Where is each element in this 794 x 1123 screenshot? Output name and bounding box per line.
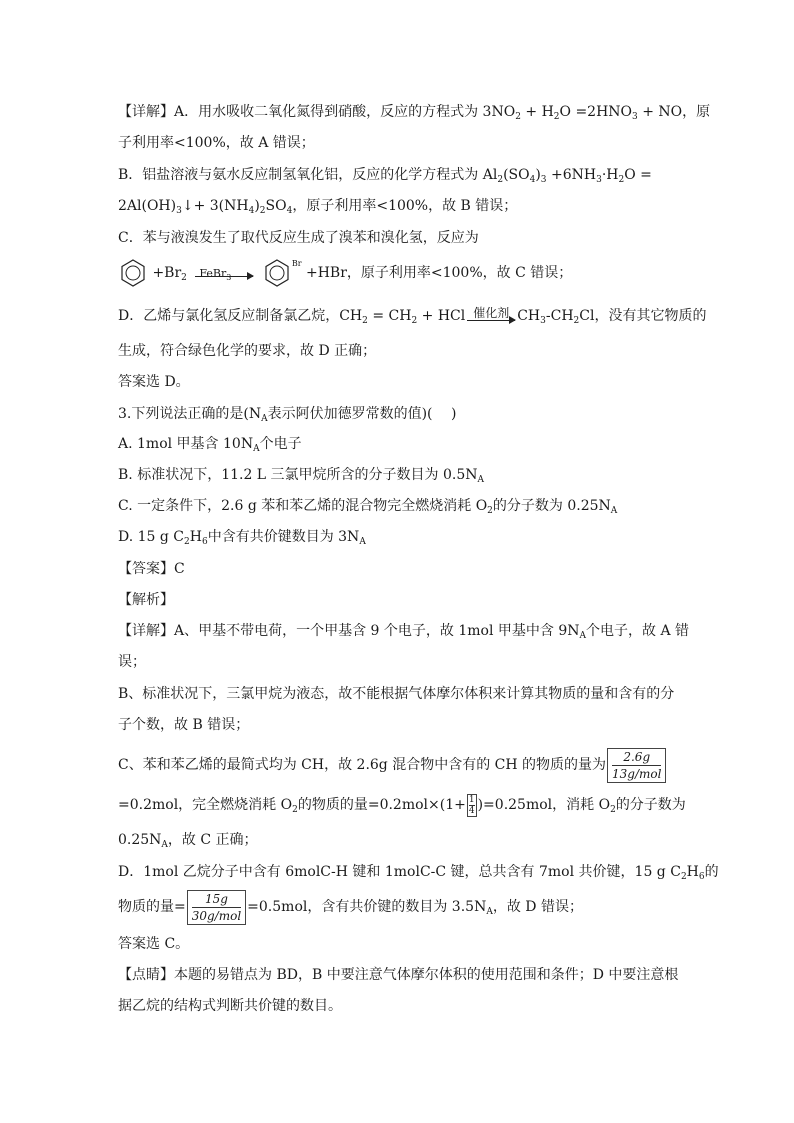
detail-d-line2: 生成，符合绿色化学的要求，故 D 正确；: [118, 343, 377, 359]
detail-b-line1: B．铝盐溶液与氨水反应制氢氧化铝，反应的化学方程式为 $Al_2(SO_4)_3 +6NH_3\cdot H_2O$ =: [118, 167, 652, 185]
catalyst-arrow: 催化剂: [467, 305, 515, 327]
analysis-label: 【解析】: [118, 592, 174, 608]
bromobenzene-ring-icon: [262, 258, 292, 288]
reaction-tail: +HBr，原子利用率<100%，故 C 错误；: [305, 265, 573, 281]
detail-b-line2: $2Al(OH)_3↓+ 3(NH_4)_2SO_4$，原子利用率<100%，故 B 错误；: [118, 198, 518, 216]
detail-a-line2: 子利用率<100%，故 A 错误；: [118, 135, 315, 151]
detail-3c-line3: $0.25N_A$，故 C 正确；: [118, 832, 258, 850]
key-point-line2: 据乙烷的结构式判断共价键的数目。: [118, 998, 342, 1014]
question-3-stem: 3.下列说法正确的是($N_A$表示阿伏加德罗常数的值)( ): [118, 406, 457, 424]
answer-d: 答案选 D。: [118, 374, 190, 390]
bromination-reaction: [118, 258, 572, 288]
answer-label: 【答案】C: [118, 561, 185, 577]
reaction-arrow: [195, 262, 253, 284]
detail-3a-line2: 误；: [118, 654, 146, 670]
option-c: C. 一定条件下，2.6 g 苯和苯乙烯的混合物完全燃烧消耗 $O_2$的分子数为 $0.25N_A$: [118, 498, 618, 516]
catalyst-label: FeBr$_3$: [199, 267, 232, 282]
option-a: A. 1mol 甲基含 $10N_A$个电子: [118, 436, 302, 454]
detail-3d-line2: 物质的量= $\frac{15g}{\text{30g/mol}}$ =0.5mol，含有共价键的数目为 $3.5N_A$，故 D 错误；: [118, 891, 583, 923]
key-point-line1: 【点睛】本题的易错点为 BD，B 中要注意气体摩尔体积的使用范围和条件；D 中要注意根: [118, 967, 679, 983]
br-substituent: Br: [291, 259, 302, 268]
detail-3c-line1: C、苯和苯乙烯的最简式均为 CH，故 2.6g 混合物中含有的 CH 的物质的量为 $\frac{2.6g}{\text{13g/mol}}$: [118, 747, 667, 783]
detail-3d-line1: D．1mol 乙烷分子中含有 6molC-H 键和 1molC-C 键，总共含有 7mol 共价键，15 g $C_2H_6$的: [118, 864, 719, 882]
fraction-2-6g-over-13g: $\frac{2.6g}{\text{13g/mol}}$: [607, 748, 666, 783]
fraction-one-quarter: $\frac{1}{4}$: [468, 794, 475, 816]
detail-3b-line2: 子个数，故 B 错误；: [118, 717, 250, 733]
answer-c: 答案选 C。: [118, 936, 190, 952]
detail-3b-line1: B、标准状况下，三氯甲烷为液态，故不能根据气体摩尔体积来计算其物质的量和含有的分: [118, 686, 675, 702]
detail-d-line1: D．乙烯与氯化氢反应制备氯乙烷，$CH_2 = CH_2$ + HCl 催化剂 $CH_3-CH_2Cl$，没有其它物质的: [118, 306, 707, 326]
fraction-15g-over-30g: $\frac{15g}{\text{30g/mol}}$: [187, 890, 246, 925]
detail-3a-line1: 【详解】A、甲基不带电荷，一个甲基含 9 个电子，故 1mol 甲基中含 $9N_A$个电子，故 A 错: [118, 623, 690, 641]
plus-bromine: $+Br_2$: [152, 265, 187, 283]
detail-3c-line2: =0.2mol，完全燃烧消耗 $O_2$的物质的量=0.2mol×(1+ $\frac{1}{4})=0.25mol$，消耗 $O_2$的分子数为: [118, 794, 686, 816]
detail-c-line1: C．苯与液溴发生了取代反应生成了溴苯和溴化氢，反应为: [118, 230, 479, 246]
benzene-ring-icon: [118, 258, 148, 288]
option-d: D. 15 g $C_2H_6$中含有共价键数目为 $3N_A$: [118, 529, 366, 547]
detail-a-line1: 【详解】A．用水吸收二氧化氮得到硝酸，反应的方程式为 $3NO_2 + H_2O =2HNO_3$ + NO，原: [118, 104, 711, 122]
option-b: B. 标准状况下，11.2 L 三氯甲烷所含的分子数目为 $0.5N_A$: [118, 467, 485, 485]
